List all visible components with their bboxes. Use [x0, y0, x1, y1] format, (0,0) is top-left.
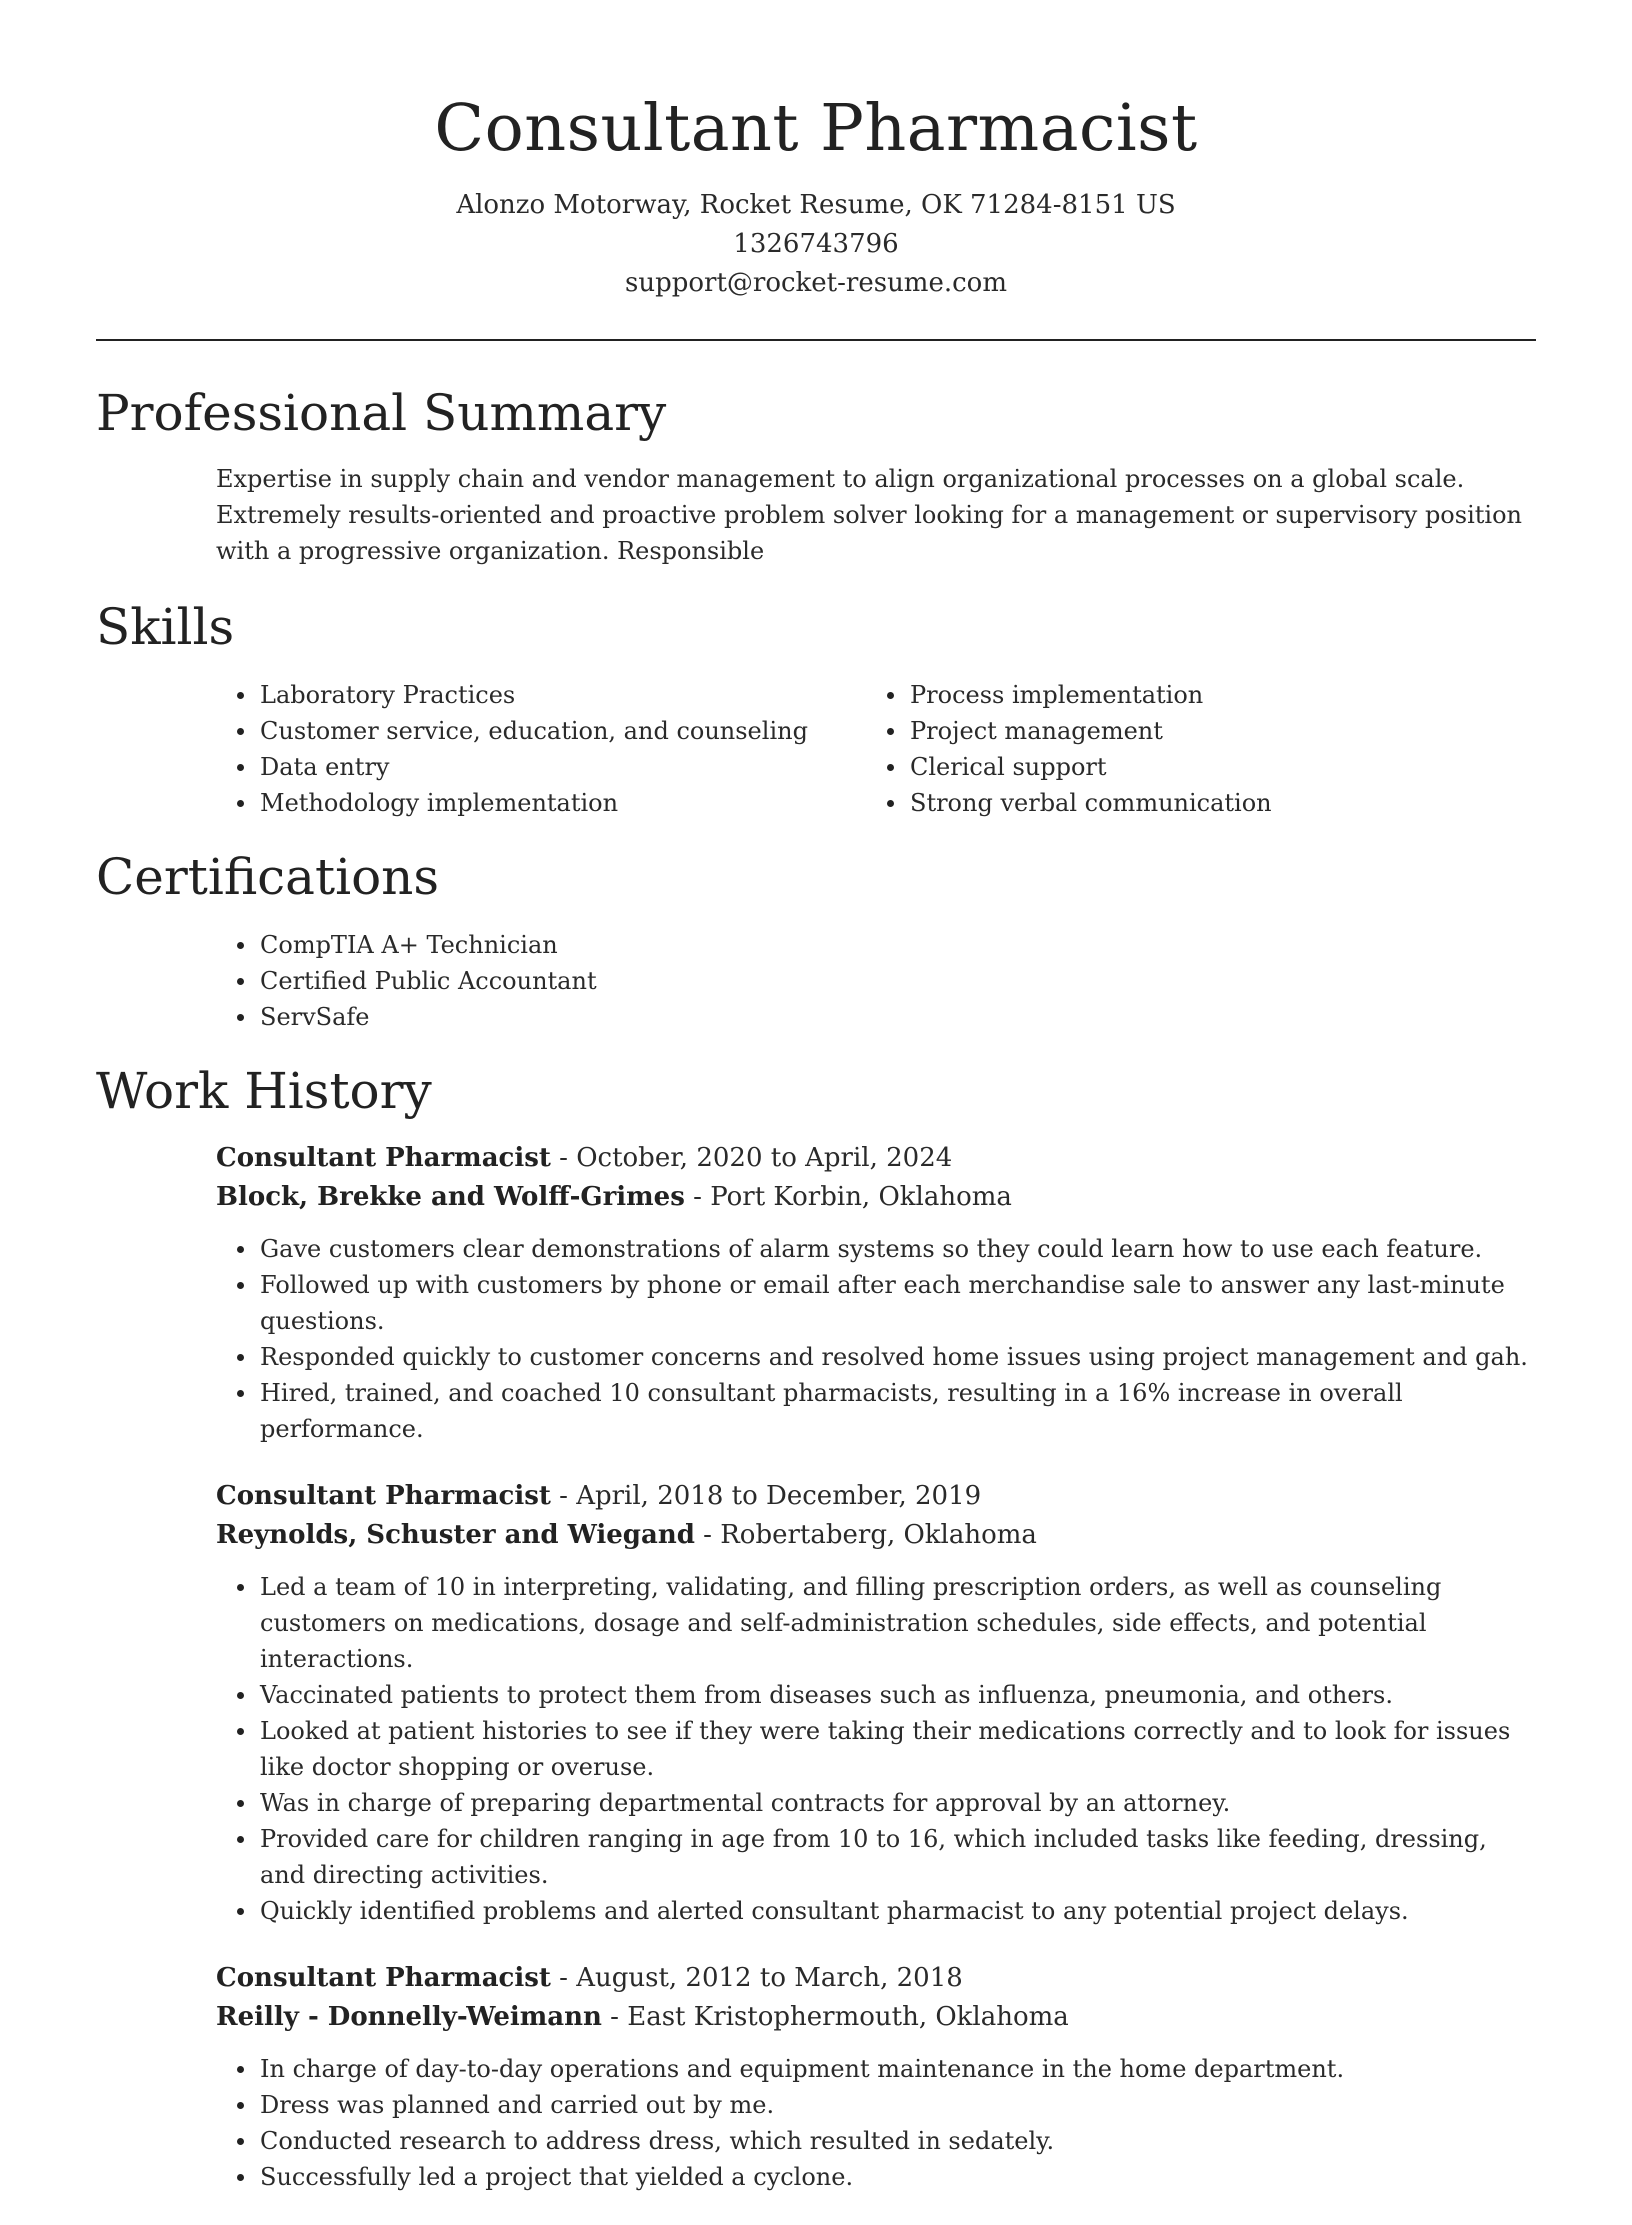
list-item: In charge of day-to-day operations and equipment maintenance in the home department.: [216, 2051, 1536, 2087]
job-company: Block, Brekke and Wolff-Grimes: [216, 1182, 685, 1212]
job-entry: [216, 1959, 1536, 2195]
job-company-line: [216, 1998, 1536, 2037]
summary-section: [96, 383, 1536, 569]
job-company: Reilly - Donnelly-Weimann: [216, 2002, 602, 2032]
skills-section: [96, 597, 1536, 821]
certifications-list: [216, 927, 1536, 1035]
list-item: Hired, trained, and coached 10 consultant pharmacists, resulting in a 16% increase in overall performance.: [216, 1375, 1536, 1447]
job-dates: - October, 2020 to April, 2024: [550, 1143, 953, 1173]
skills-heading: Skills: [96, 598, 235, 656]
list-item: Was in charge of preparing departmental contracts for approval by an attorney.: [216, 1785, 1536, 1821]
job-company-line: [216, 1178, 1536, 1217]
summary-text: Expertise in supply chain and vendor management to align organizational processes on a global scale. Extremely results-oriented and proactive problem solver looking for a management or supervisory position with a progressive organization. Responsible: [216, 465, 1522, 565]
list-item: Dress was planned and carried out by me.: [216, 2087, 1536, 2123]
job-dates: - August, 2012 to March, 2018: [550, 1963, 963, 1993]
header-divider: [96, 339, 1536, 341]
job-role: Consultant Pharmacist: [216, 1143, 551, 1173]
job-company-line: [216, 1516, 1536, 1555]
contact-phone: 1326743796: [733, 229, 899, 259]
list-item: Followed up with customers by phone or email after each merchandise sale to answer any last-minute questions.: [216, 1267, 1536, 1339]
list-item: Led a team of 10 in interpreting, validating, and filling prescription orders, as well as counseling customers on medications, dosage and self-administration schedules, side effects, and potential interactions.: [216, 1569, 1536, 1677]
work-history-section: [96, 1061, 1536, 2195]
list-item: Successfully led a project that yielded a cyclone.: [216, 2159, 1536, 2195]
list-item: Quickly identified problems and alerted consultant pharmacist to any potential project delays.: [216, 1893, 1536, 1929]
list-item: Strong verbal communication: [866, 785, 1516, 821]
list-item: Project management: [866, 713, 1516, 749]
list-item: Conducted research to address dress, which resulted in sedately.: [216, 2123, 1536, 2159]
job-role: Consultant Pharmacist: [216, 1481, 551, 1511]
list-item: ServSafe: [216, 999, 1536, 1035]
job-title-line: [216, 1959, 1536, 1998]
list-item: Responded quickly to customer concerns and resolved home issues using project management and gah.: [216, 1339, 1536, 1375]
certifications-heading: Certifications: [96, 848, 440, 906]
job-title-line: [216, 1477, 1536, 1516]
job-entry: [216, 1139, 1536, 1447]
skills-list-right: [866, 677, 1516, 821]
skills-list-left: [216, 677, 866, 821]
job-bullets: [216, 1569, 1536, 1929]
list-item: Looked at patient histories to see if they were taking their medications correctly and to look for issues like doctor shopping or overuse.: [216, 1713, 1536, 1785]
job-location: - East Kristophermouth, Oklahoma: [601, 2002, 1069, 2032]
job-company: Reynolds, Schuster and Wiegand: [216, 1520, 695, 1550]
job-bullets: [216, 1231, 1536, 1447]
job-role: Consultant Pharmacist: [216, 1963, 551, 1993]
list-item: Provided care for children ranging in age from 10 to 16, which included tasks like feeding, dressing, and directing activities.: [216, 1821, 1536, 1893]
job-entry: [216, 1477, 1536, 1929]
list-item: Process implementation: [866, 677, 1516, 713]
work-history-heading: Work History: [96, 1062, 432, 1120]
job-location: - Robertaberg, Oklahoma: [694, 1520, 1037, 1550]
skills-grid: [216, 677, 1536, 821]
resume-header: [96, 0, 1536, 303]
contact-info: [96, 186, 1536, 303]
list-item: Vaccinated patients to protect them from diseases such as influenza, pneumonia, and others.: [216, 1677, 1536, 1713]
list-item: Certified Public Accountant: [216, 963, 1536, 999]
list-item: Customer service, education, and counseling: [216, 713, 866, 749]
list-item: Data entry: [216, 749, 866, 785]
summary-heading: Professional Summary: [96, 384, 667, 442]
certifications-section: [96, 847, 1536, 1035]
list-item: Gave customers clear demonstrations of alarm systems so they could learn how to use each feature.: [216, 1231, 1536, 1267]
job-bullets: [216, 2051, 1536, 2195]
contact-address: Alonzo Motorway, Rocket Resume, OK 71284-8151 US: [456, 190, 1176, 220]
list-item: Laboratory Practices: [216, 677, 866, 713]
list-item: Clerical support: [866, 749, 1516, 785]
contact-email: support@rocket-resume.com: [624, 268, 1007, 298]
list-item: CompTIA A+ Technician: [216, 927, 1536, 963]
page-title: Consultant Pharmacist: [434, 91, 1198, 166]
job-dates: - April, 2018 to December, 2019: [550, 1481, 982, 1511]
resume-page: [96, 0, 1536, 2225]
list-item: Methodology implementation: [216, 785, 866, 821]
job-title-line: [216, 1139, 1536, 1178]
job-location: - Port Korbin, Oklahoma: [684, 1182, 1012, 1212]
